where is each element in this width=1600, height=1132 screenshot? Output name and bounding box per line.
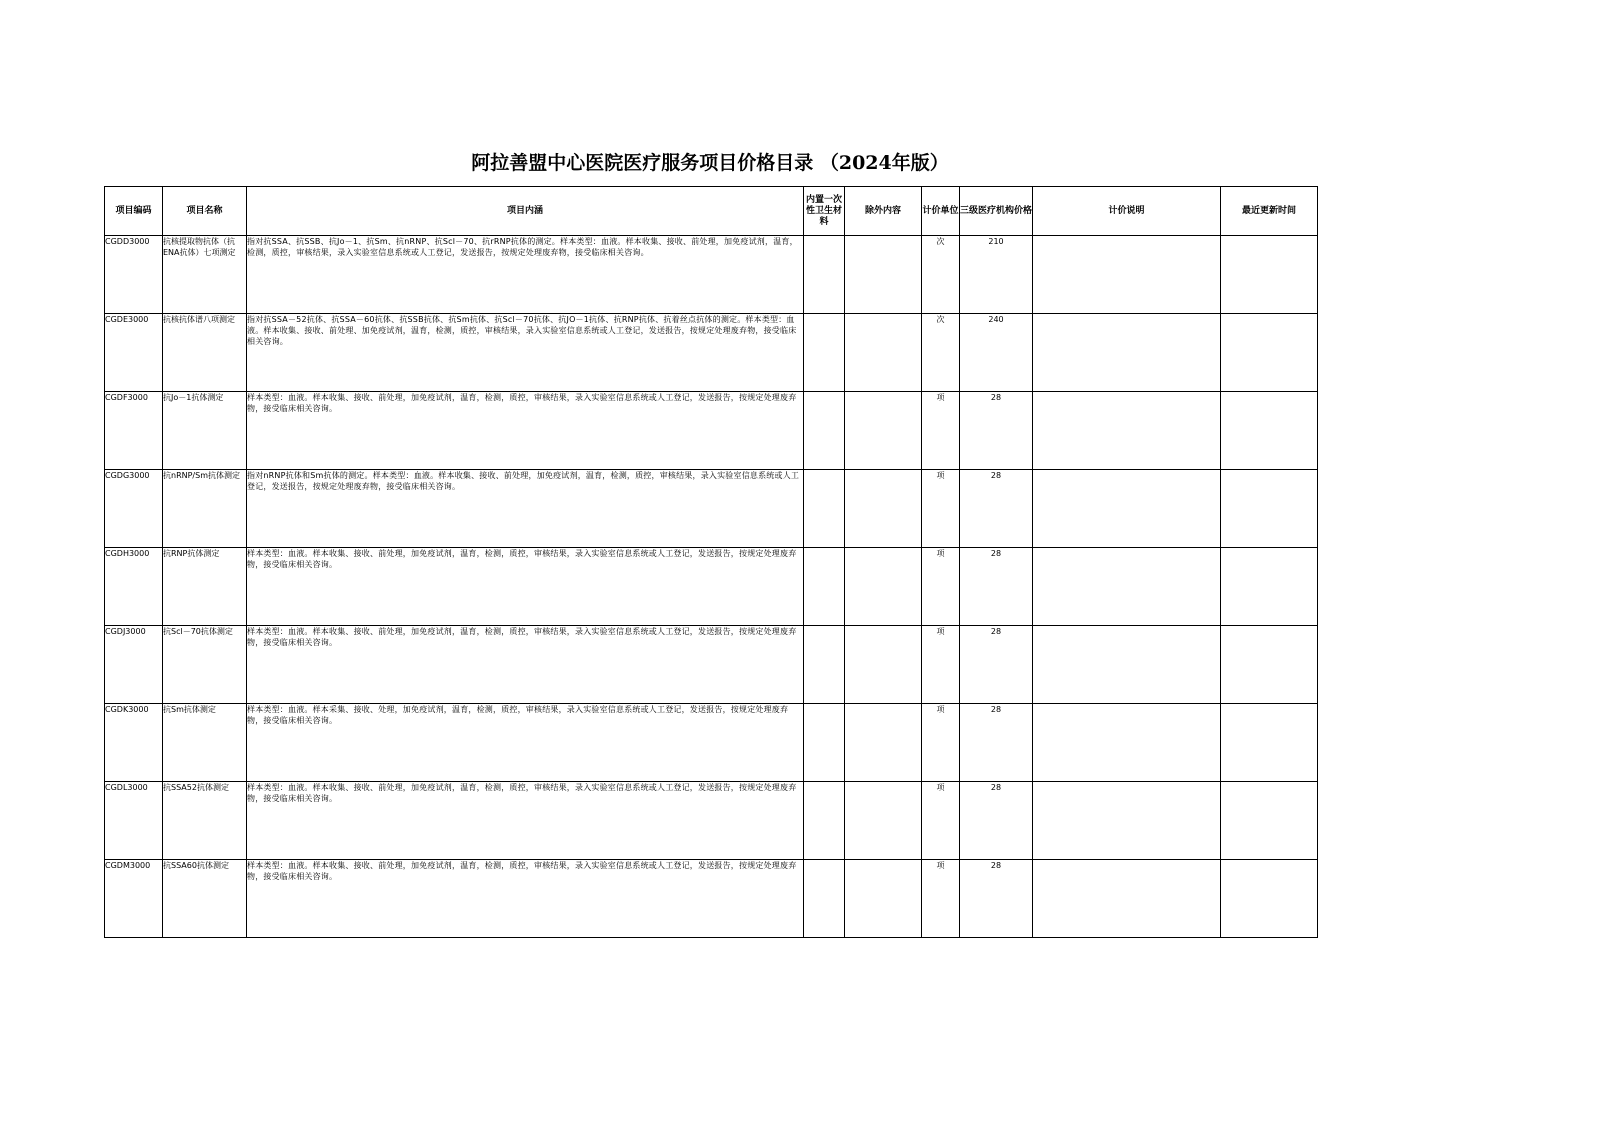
cell-name: 抗核抗体谱八项测定 — [163, 314, 247, 392]
cell-consumable — [804, 782, 845, 860]
page-title: 阿拉善盟中心医院医疗服务项目价格目录 （2024年版） — [471, 152, 949, 174]
cell-updated — [1221, 548, 1318, 626]
cell-name: 抗Sm抗体测定 — [163, 704, 247, 782]
cell-updated — [1221, 626, 1318, 704]
cell-code: CGDG3000 — [105, 470, 163, 548]
cell-content: 指对nRNP抗体和Sm抗体的测定。样本类型：血液。样本收集、接收、前处理，加免疫试剂，温育，检测，质控，审核结果，录入实验室信息系统或人工登记，发送报告，按规定处理废弃物，接受临床相关咨询。 — [247, 470, 804, 548]
cell-unit: 项 — [922, 470, 960, 548]
cell-unit: 项 — [922, 860, 960, 938]
cell-name: 抗Scl－70抗体测定 — [163, 626, 247, 704]
cell-excluded — [845, 314, 922, 392]
cell-updated — [1221, 470, 1318, 548]
header-row — [105, 187, 1318, 236]
cell-note — [1033, 392, 1221, 470]
cell-updated — [1221, 860, 1318, 938]
cell-code: CGDL3000 — [105, 782, 163, 860]
header-price: 三级医疗机构价格 — [960, 187, 1033, 236]
cell-code: CGDJ3000 — [105, 626, 163, 704]
cell-consumable — [804, 392, 845, 470]
cell-price: 210 — [960, 236, 1033, 314]
cell-excluded — [845, 782, 922, 860]
table-row — [105, 782, 1318, 860]
cell-name: 抗RNP抗体测定 — [163, 548, 247, 626]
cell-content: 指对抗SSA－52抗体、抗SSA－60抗体、抗SSB抗体、抗Sm抗体、抗Scl－70抗体、抗JO－1抗体、抗RNP抗体、抗着丝点抗体的测定。样本类型：血液。样本收集、接收、前处理、加免疫试剂，温育，检测，质控，审核结果，录入实验室信息系统或人工登记，发送报告，按规定处理废弃物，接受临床相关咨询。 — [247, 314, 804, 392]
cell-updated — [1221, 782, 1318, 860]
cell-code: CGDD3000 — [105, 236, 163, 314]
cell-consumable — [804, 626, 845, 704]
cell-excluded — [845, 704, 922, 782]
cell-updated — [1221, 704, 1318, 782]
cell-price: 28 — [960, 860, 1033, 938]
cell-price: 28 — [960, 626, 1033, 704]
cell-excluded — [845, 392, 922, 470]
table-row — [105, 548, 1318, 626]
table-row — [105, 470, 1318, 548]
cell-excluded — [845, 470, 922, 548]
cell-unit: 项 — [922, 392, 960, 470]
cell-code: CGDM3000 — [105, 860, 163, 938]
cell-content: 样本类型：血液。样本收集、接收、前处理，加免疫试剂，温育，检测，质控，审核结果，录入实验室信息系统或人工登记，发送报告，按规定处理废弃物，接受临床相关咨询。 — [247, 392, 804, 470]
table-row — [105, 314, 1318, 392]
cell-price: 28 — [960, 392, 1033, 470]
cell-excluded — [845, 548, 922, 626]
cell-excluded — [845, 860, 922, 938]
cell-content: 指对抗SSA、抗SSB、抗Jo－1、抗Sm、抗nRNP、抗Scl－70、抗rRNP抗体的测定。样本类型：血液。样本收集、接收、前处理，加免疫试剂，温育，检测，质控，审核结果，录入实验室信息系统或人工登记，发送报告，按规定处理废弃物，接受临床相关咨询。 — [247, 236, 804, 314]
cell-content: 样本类型：血液。样本收集、接收、前处理，加免疫试剂，温育，检测，质控，审核结果，录入实验室信息系统或人工登记，发送报告，按规定处理废弃物，接受临床相关咨询。 — [247, 626, 804, 704]
cell-consumable — [804, 470, 845, 548]
cell-consumable — [804, 548, 845, 626]
header-content: 项目内涵 — [247, 187, 804, 236]
cell-content: 样本类型：血液。样本收集、接收、前处理，加免疫试剂，温育，检测，质控，审核结果，录入实验室信息系统或人工登记，发送报告，按规定处理废弃物，接受临床相关咨询。 — [247, 782, 804, 860]
cell-note — [1033, 470, 1221, 548]
cell-updated — [1221, 314, 1318, 392]
cell-price: 28 — [960, 548, 1033, 626]
cell-note — [1033, 860, 1221, 938]
table-row — [105, 626, 1318, 704]
cell-name: 抗SSA60抗体测定 — [163, 860, 247, 938]
cell-code: CGDK3000 — [105, 704, 163, 782]
cell-unit: 项 — [922, 548, 960, 626]
cell-excluded — [845, 626, 922, 704]
table-row — [105, 392, 1318, 470]
cell-note — [1033, 704, 1221, 782]
table-row — [105, 860, 1318, 938]
cell-content: 样本类型：血液。样本收集、接收、前处理，加免疫试剂，温育，检测，质控，审核结果，录入实验室信息系统或人工登记，发送报告，按规定处理废弃物，接受临床相关咨询。 — [247, 548, 804, 626]
table-row — [105, 236, 1318, 314]
cell-consumable — [804, 236, 845, 314]
cell-unit: 次 — [922, 314, 960, 392]
header-code: 项目编码 — [105, 187, 163, 236]
cell-code: CGDF3000 — [105, 392, 163, 470]
cell-name: 抗nRNP/Sm抗体测定 — [163, 470, 247, 548]
header-unit: 计价单位 — [922, 187, 960, 236]
header-consumable: 内置一次性卫生材料 — [804, 187, 845, 236]
cell-code: CGDH3000 — [105, 548, 163, 626]
cell-content: 样本类型：血液。样本采集、接收、处理，加免疫试剂，温育，检测，质控，审核结果，录入实验室信息系统或人工登记，发送报告，按规定处理废弃物，接受临床相关咨询。 — [247, 704, 804, 782]
cell-price: 28 — [960, 704, 1033, 782]
cell-content: 样本类型：血液。样本收集、接收、前处理，加免疫试剂，温育，检测，质控，审核结果，录入实验室信息系统或人工登记，发送报告，按规定处理废弃物，接受临床相关咨询。 — [247, 860, 804, 938]
cell-price: 28 — [960, 782, 1033, 860]
cell-unit: 项 — [922, 626, 960, 704]
header-name: 项目名称 — [163, 187, 247, 236]
cell-updated — [1221, 236, 1318, 314]
table-row — [105, 704, 1318, 782]
cell-name: 抗Jo－1抗体测定 — [163, 392, 247, 470]
cell-name: 抗SSA52抗体测定 — [163, 782, 247, 860]
cell-note — [1033, 236, 1221, 314]
cell-unit: 项 — [922, 704, 960, 782]
cell-note — [1033, 548, 1221, 626]
cell-note — [1033, 314, 1221, 392]
cell-code: CGDE3000 — [105, 314, 163, 392]
price-table — [104, 186, 1318, 938]
cell-consumable — [804, 704, 845, 782]
cell-updated — [1221, 392, 1318, 470]
header-excluded: 除外内容 — [845, 187, 922, 236]
cell-consumable — [804, 860, 845, 938]
cell-excluded — [845, 236, 922, 314]
cell-note — [1033, 782, 1221, 860]
cell-unit: 项 — [922, 782, 960, 860]
cell-unit: 次 — [922, 236, 960, 314]
cell-consumable — [804, 314, 845, 392]
header-note: 计价说明 — [1033, 187, 1221, 236]
cell-note — [1033, 626, 1221, 704]
cell-name: 抗核提取物抗体（抗ENA抗体）七项测定 — [163, 236, 247, 314]
cell-price: 28 — [960, 470, 1033, 548]
cell-price: 240 — [960, 314, 1033, 392]
header-updated: 最近更新时间 — [1221, 187, 1318, 236]
